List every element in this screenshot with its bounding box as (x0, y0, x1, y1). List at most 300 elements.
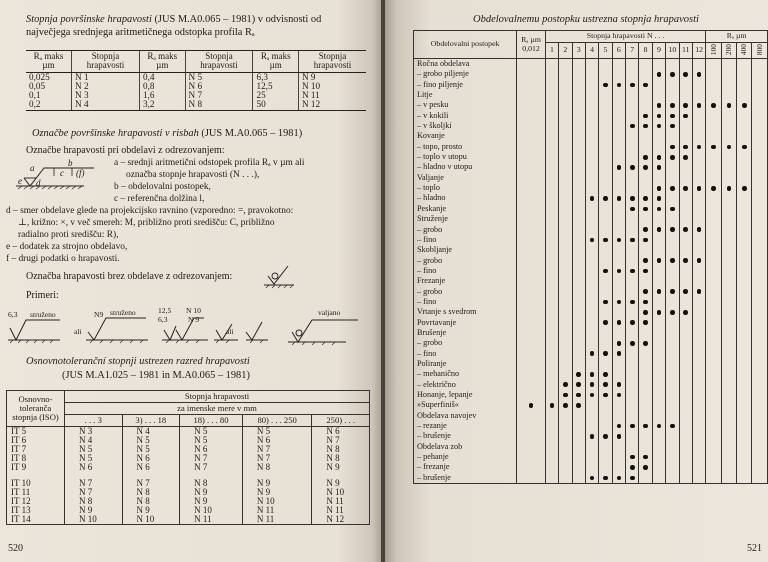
grade-cell (679, 152, 692, 162)
grade-cell (737, 131, 752, 141)
grade-cell (517, 328, 546, 338)
table-row (414, 142, 768, 152)
grade-cell (652, 245, 665, 255)
grade-cell (666, 266, 679, 276)
grade-cell (559, 80, 572, 90)
grade-cell (517, 121, 546, 131)
th-n-2: 2 (559, 43, 572, 59)
process-roughness-table (413, 30, 768, 484)
grade-cell (752, 400, 768, 410)
grade-cell (721, 131, 736, 141)
grade-cell (721, 173, 736, 183)
grade-cell (737, 359, 752, 369)
table-row (414, 152, 768, 162)
def-d-line2: ⊥, križno: ×, v več smereh: M, približno proti središču: C, približno (18, 218, 275, 228)
grade-cell (679, 100, 692, 110)
grade-cell (612, 442, 625, 452)
grade-cell (721, 390, 736, 400)
ex1-value: 6,3 (8, 310, 18, 319)
grade-cell (599, 266, 612, 276)
table-row (414, 173, 768, 183)
applicable-dot (603, 372, 608, 377)
th-ra-label: 100 (708, 43, 718, 55)
grade-cell (599, 287, 612, 297)
grade-cell (612, 276, 625, 286)
applicable-dot (643, 165, 648, 170)
process-label: – fino piljenje (414, 80, 517, 90)
grade-cell (559, 90, 572, 100)
grade-cell (559, 69, 572, 79)
grade-cell (599, 204, 612, 214)
table-row (414, 338, 768, 348)
grade-cell (545, 204, 558, 214)
grade-cell (599, 256, 612, 266)
th-ra-label: 800 (754, 43, 764, 55)
grade-cell (599, 328, 612, 338)
grade-cell (692, 276, 705, 286)
table-row (414, 462, 768, 472)
grade-cell (652, 442, 665, 452)
grade-cell (652, 183, 665, 193)
grade-cell (706, 328, 721, 338)
grade-cell (612, 131, 625, 141)
applicable-dot (617, 300, 622, 305)
grade-cell (585, 328, 598, 338)
applicable-dot (657, 207, 662, 212)
ex3-value-c: N 10 (186, 306, 201, 315)
grade-cell (559, 431, 572, 441)
grade-cell (706, 349, 721, 359)
process-label: – v kokili (414, 111, 517, 121)
grade-cell (752, 142, 768, 152)
applicable-dot (630, 207, 635, 212)
table2-cell: N 7 (180, 463, 243, 472)
grade-cell (572, 266, 585, 276)
table2-cell: N 6 (122, 463, 180, 472)
grade-cell (559, 411, 572, 421)
grade-cell (517, 152, 546, 162)
applicable-dot (643, 269, 648, 274)
grade-cell (666, 121, 679, 131)
grade-cell (639, 338, 652, 348)
grade-cell (666, 100, 679, 110)
grade-cell (679, 90, 692, 100)
grade-cell (639, 256, 652, 266)
grade-cell (679, 307, 692, 317)
grade-cell (679, 380, 692, 390)
table2-cell: IT 8 (7, 454, 65, 463)
applicable-dot (630, 124, 635, 129)
grade-cell (545, 380, 558, 390)
table-row (414, 359, 768, 369)
grade-cell (679, 400, 692, 410)
grade-cell (572, 162, 585, 172)
grade-cell (737, 80, 752, 90)
grade-cell (737, 328, 752, 338)
th-n-grades: Stopnja hrapavosti N . . . (545, 31, 706, 43)
grade-cell (737, 287, 752, 297)
grade-cell (752, 359, 768, 369)
grade-cell (572, 183, 585, 193)
grade-cell (572, 473, 585, 484)
table1-cell: 25 (256, 90, 266, 101)
grade-cell (626, 193, 639, 203)
applicable-dot (643, 465, 648, 470)
table1-cell: 3,2 (143, 99, 155, 110)
grade-cell (679, 462, 692, 472)
grade-cell (666, 442, 679, 452)
grade-cell (752, 411, 768, 421)
grade-cell (612, 266, 625, 276)
grade-cell (721, 214, 736, 224)
applicable-dot (603, 238, 608, 243)
grade-cell (599, 431, 612, 441)
grade-cell (545, 338, 558, 348)
applicable-dot (643, 289, 648, 294)
grade-cell (517, 235, 546, 245)
grade-cell (752, 307, 768, 317)
grade-cell (585, 121, 598, 131)
applicable-dot (643, 83, 648, 88)
process-label: – hladno v utopu (414, 162, 517, 172)
grade-cell (545, 390, 558, 400)
grade-cell (721, 193, 736, 203)
table1-cell: N 8 (188, 99, 203, 110)
grade-cell (572, 256, 585, 266)
grade-cell (706, 297, 721, 307)
grade-cell (679, 183, 692, 193)
applicable-dot (617, 238, 622, 243)
grade-cell (721, 276, 736, 286)
sym-label-a: a (30, 163, 35, 173)
applicable-dot (657, 114, 662, 119)
grade-cell (652, 100, 665, 110)
table1-cell: N 6 (188, 81, 203, 92)
grade-cell (585, 193, 598, 203)
table-row (414, 431, 768, 441)
grade-cell (752, 183, 768, 193)
applicable-dot (630, 196, 635, 201)
grade-cell (721, 183, 736, 193)
table1-cell: 12,5 (256, 81, 273, 92)
applicable-dot (617, 165, 622, 170)
applicable-dot (697, 72, 702, 77)
grade-cell (626, 328, 639, 338)
grade-cell (737, 390, 752, 400)
grade-cell (652, 349, 665, 359)
applicable-dot (590, 196, 595, 201)
applicable-dot (657, 103, 662, 108)
grade-cell (612, 225, 625, 235)
applicable-dot (657, 165, 662, 170)
process-label: – mehanično (414, 369, 517, 379)
table2-cell: N 11 (312, 506, 370, 515)
applicable-dot (711, 103, 716, 108)
table2-cell: N 5 (122, 436, 180, 445)
grade-cell (559, 349, 572, 359)
grade-cell (612, 452, 625, 462)
grade-cell (585, 173, 598, 183)
grade-cell (679, 318, 692, 328)
applicable-dot (617, 476, 622, 481)
table-row (414, 390, 768, 400)
table2-cell: N 8 (312, 454, 370, 463)
grade-cell (572, 359, 585, 369)
grade-cell (652, 69, 665, 79)
grade-cell (545, 369, 558, 379)
grade-cell (706, 152, 721, 162)
grade-cell (626, 452, 639, 462)
applicable-dot (590, 434, 595, 439)
grade-cell (545, 245, 558, 255)
grade-cell (752, 442, 768, 452)
grade-cell (585, 442, 598, 452)
grade-cell (652, 225, 665, 235)
grade-cell (679, 452, 692, 462)
grade-cell (599, 442, 612, 452)
applicable-dot (670, 155, 675, 160)
grade-cell (517, 90, 546, 100)
sym-label-c: c (60, 168, 64, 178)
grade-cell (679, 173, 692, 183)
th-ra-400 (737, 43, 752, 59)
table2-cell: N 9 (65, 506, 123, 515)
grade-cell (692, 173, 705, 183)
grade-cell (517, 390, 546, 400)
table-row (414, 121, 768, 131)
applicable-dot (657, 258, 662, 263)
grade-cell (666, 152, 679, 162)
grade-cell (585, 80, 598, 90)
applicable-dot (670, 207, 675, 212)
applicable-dot (576, 393, 581, 398)
grade-cell (599, 338, 612, 348)
grade-cell (752, 121, 768, 131)
grade-cell (612, 307, 625, 317)
applicable-dot (630, 83, 635, 88)
grade-cell (639, 183, 652, 193)
grade-cell (652, 214, 665, 224)
grade-cell (706, 162, 721, 172)
table-row (414, 473, 768, 484)
grade-cell (585, 431, 598, 441)
applicable-dot (563, 393, 568, 398)
grade-cell (721, 287, 736, 297)
grade-cell (666, 307, 679, 317)
table2-cell: N 5 (180, 436, 243, 445)
grade-cell (737, 162, 752, 172)
grade-cell (559, 369, 572, 379)
grade-cell (666, 235, 679, 245)
grade-cell (572, 431, 585, 441)
table-row (414, 442, 768, 452)
grade-cell (585, 204, 598, 214)
grade-cell (639, 400, 652, 410)
grade-cell (585, 421, 598, 431)
grade-cell (752, 380, 768, 390)
grade-cell (706, 111, 721, 121)
grade-cell (752, 204, 768, 214)
grade-cell (545, 111, 558, 121)
table2-cell: N 6 (180, 445, 243, 454)
th-n-3: 3 (572, 43, 585, 59)
applicable-dot (670, 258, 675, 263)
applicable-dot (643, 114, 648, 119)
grade-cell (679, 287, 692, 297)
grade-cell (692, 80, 705, 90)
no-machining-label: Označba hrapavosti brez obdelave z odrezovanjem: (26, 271, 233, 282)
th-n-10: 10 (666, 43, 679, 59)
grade-cell (585, 142, 598, 152)
grade-cell (679, 59, 692, 70)
applicable-dot (630, 455, 635, 460)
sym-label-f: (f) (76, 168, 85, 178)
th-table1-col-6: Stopnja hrapavosti (298, 51, 366, 73)
applicable-dot (630, 320, 635, 325)
grade-cell (721, 349, 736, 359)
grade-cell (692, 328, 705, 338)
grade-cell (706, 369, 721, 379)
table-row (414, 214, 768, 224)
applicable-dot (683, 155, 688, 160)
ex3-value-d: N 9 (188, 315, 200, 324)
grade-cell (599, 142, 612, 152)
grade-cell (517, 204, 546, 214)
process-label: Vrtanje s svedrom (414, 307, 517, 317)
grade-cell (559, 183, 572, 193)
grade-cell (517, 69, 546, 79)
no-machining-symbol (262, 264, 298, 288)
grade-cell (545, 193, 558, 203)
grade-cell (599, 214, 612, 224)
grade-cell (666, 173, 679, 183)
grade-cell (666, 462, 679, 472)
grade-cell (721, 318, 736, 328)
grade-cell (666, 328, 679, 338)
grade-cell (721, 204, 736, 214)
grade-cell (585, 235, 598, 245)
table2-cell: N 7 (65, 488, 123, 497)
grade-cell (585, 359, 598, 369)
grade-cell (626, 256, 639, 266)
grade-cell (737, 318, 752, 328)
th-range-2: 3) . . . 18 (122, 415, 180, 427)
grade-cell (559, 173, 572, 183)
process-label: Poliranje (414, 359, 517, 369)
grade-cell (666, 318, 679, 328)
grade-cell (692, 318, 705, 328)
table2-cell: N 7 (242, 445, 312, 454)
grade-cell (585, 400, 598, 410)
table2-cell: N 5 (65, 454, 123, 463)
grade-cell (626, 204, 639, 214)
th-range-3: 18) . . . 80 (180, 415, 243, 427)
grade-cell (652, 307, 665, 317)
applicable-dot (711, 145, 716, 150)
grade-cell (752, 90, 768, 100)
grade-cell (639, 235, 652, 245)
th-n-6: 6 (612, 43, 625, 59)
grade-cell (721, 338, 736, 348)
grade-cell (692, 142, 705, 152)
grade-cell (559, 235, 572, 245)
applicable-dot (529, 403, 534, 408)
grade-cell (706, 121, 721, 131)
grade-cell (585, 338, 598, 348)
grade-cell (652, 90, 665, 100)
table2-cell: N 10 (180, 506, 243, 515)
grade-cell (666, 411, 679, 421)
grade-cell (545, 462, 558, 472)
grade-cell (652, 59, 665, 70)
grade-cell (737, 431, 752, 441)
grade-cell (639, 266, 652, 276)
grade-cell (626, 183, 639, 193)
grade-cell (585, 473, 598, 484)
applicable-dot (697, 103, 702, 108)
grade-cell (706, 380, 721, 390)
grade-cell (706, 235, 721, 245)
table1-cell: 1,6 (143, 90, 155, 101)
table2-cell: N 8 (65, 497, 123, 506)
grade-cell (612, 121, 625, 131)
grade-cell (545, 266, 558, 276)
grade-cell (737, 225, 752, 235)
grade-cell (706, 256, 721, 266)
process-label: Litje (414, 90, 517, 100)
table-row (414, 297, 768, 307)
table-row (7, 488, 370, 497)
grade-cell (626, 462, 639, 472)
grade-cell (585, 162, 598, 172)
grade-cell (752, 318, 768, 328)
grade-cell (679, 80, 692, 90)
grade-cell (706, 69, 721, 79)
applicable-dot (683, 310, 688, 315)
right-title: Obdelovalnemu postopku ustrezna stopnja hrapavosti (473, 14, 699, 25)
grade-cell (666, 338, 679, 348)
grade-cell (626, 214, 639, 224)
grade-cell (666, 297, 679, 307)
th-n-11: 11 (679, 43, 692, 59)
grade-cell (721, 369, 736, 379)
grade-cell (692, 287, 705, 297)
grade-cell (572, 59, 585, 70)
title-surface-roughness: Stopnja površinske hrapavosti (JUS M.A0.065 – 1981) v odvisnosti od (26, 14, 322, 25)
title-tolerance-class: Osnovnotoleranční stopnji ustrezen razred hrapavosti (26, 356, 250, 367)
applicable-dot (742, 186, 747, 191)
table2-cell: IT 6 (7, 436, 65, 445)
grade-cell (612, 400, 625, 410)
grade-cell (626, 225, 639, 235)
grade-cell (559, 338, 572, 348)
grade-cell (752, 111, 768, 121)
th-n-4: 4 (585, 43, 598, 59)
grade-cell (706, 452, 721, 462)
grade-cell (545, 225, 558, 235)
grade-cell (652, 173, 665, 183)
table2-cell: N 7 (122, 472, 180, 488)
th-ra-label: 400 (739, 43, 749, 55)
grade-cell (639, 431, 652, 441)
process-label: – grobo piljenje (414, 69, 517, 79)
table-row (414, 80, 768, 90)
applicable-dot (563, 403, 568, 408)
grade-cell (626, 111, 639, 121)
grade-cell (626, 131, 639, 141)
grade-cell (626, 80, 639, 90)
grade-cell (692, 69, 705, 79)
